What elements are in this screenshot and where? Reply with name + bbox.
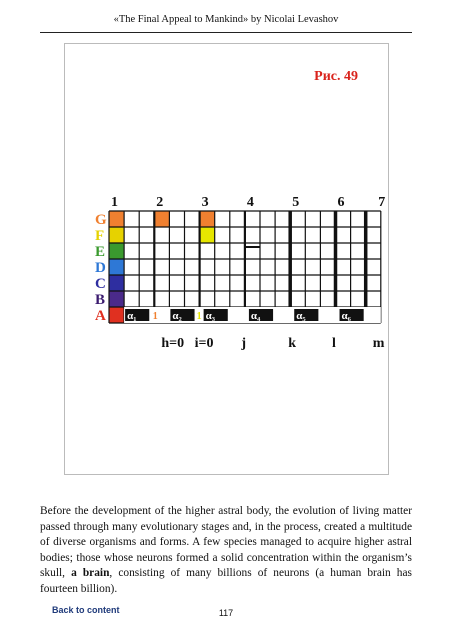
column-number-2: 2 <box>156 195 164 210</box>
color-cell-row-2 <box>109 243 124 259</box>
orange-cell-0 <box>154 211 169 227</box>
small-number-2: 1 <box>196 311 202 322</box>
bottom-label-6: m <box>372 336 385 351</box>
bottom-label-2: i=0 <box>194 336 214 351</box>
diagram-grid <box>65 44 388 474</box>
back-to-content-link[interactable]: Back to content <box>52 605 120 615</box>
page-number: 117 <box>218 608 234 618</box>
color-cell-row-1 <box>109 227 124 243</box>
column-number-7: 7 <box>378 195 386 210</box>
alpha-label-2: α₂ <box>172 310 182 322</box>
bottom-label-1: h=0 <box>161 336 185 351</box>
bottom-label-5: l <box>332 336 336 351</box>
figure-title: Рис. 49 <box>314 69 358 84</box>
color-cell-row-5 <box>109 291 124 307</box>
row-letter-F: F <box>95 228 105 244</box>
row-letter-A: A <box>95 308 106 324</box>
color-cell-row-6 <box>109 307 124 323</box>
alpha-label-4: α₄ <box>250 310 261 322</box>
body-bold-term: a brain <box>71 567 110 579</box>
alpha-label-6: α₆ <box>341 310 351 322</box>
column-number-1: 1 <box>111 195 118 210</box>
alpha-label-3: α₃ <box>205 310 216 322</box>
row-letter-C: C <box>95 276 106 292</box>
alpha-label-5: α₅ <box>296 310 306 322</box>
body-paragraph <box>40 504 412 597</box>
column-number-6: 6 <box>337 195 345 210</box>
orange-cell-1 <box>200 211 215 227</box>
bottom-label-4: k <box>288 336 297 351</box>
page-header: «The Final Appeal to Mankind» by Nicolai Levashov <box>113 14 339 25</box>
body-text-before: Before the development of the higher astral body, the evolution of living matter passed through many evolutionary stages and, in the process, created a multitude of diverse organisms and forms. A few species managed to acquire higher astral bodies; those whose neurons formed a solid concentration within the organism’s skull, <box>40 505 412 579</box>
figure <box>64 43 389 475</box>
color-cell-row-4 <box>109 275 124 291</box>
color-cell-row-0 <box>109 211 124 227</box>
header-rule <box>40 32 412 33</box>
body-text-after: , consisting of many billions of neurons (a human brain has fourteen billion). <box>40 567 412 595</box>
row-letter-B: B <box>95 292 106 308</box>
row-letter-G: G <box>95 212 107 228</box>
small-number-1: 1 <box>152 311 158 322</box>
bottom-label-3: j <box>241 336 247 351</box>
color-cell-row-3 <box>109 259 124 275</box>
row-letter-D: D <box>95 260 106 276</box>
column-number-3: 3 <box>201 195 209 210</box>
yellow-cell-0 <box>200 227 215 243</box>
column-number-5: 5 <box>292 195 300 210</box>
row-letter-E: E <box>95 244 106 260</box>
column-number-4: 4 <box>246 195 254 210</box>
alpha-label-1: α₁ <box>127 310 137 322</box>
